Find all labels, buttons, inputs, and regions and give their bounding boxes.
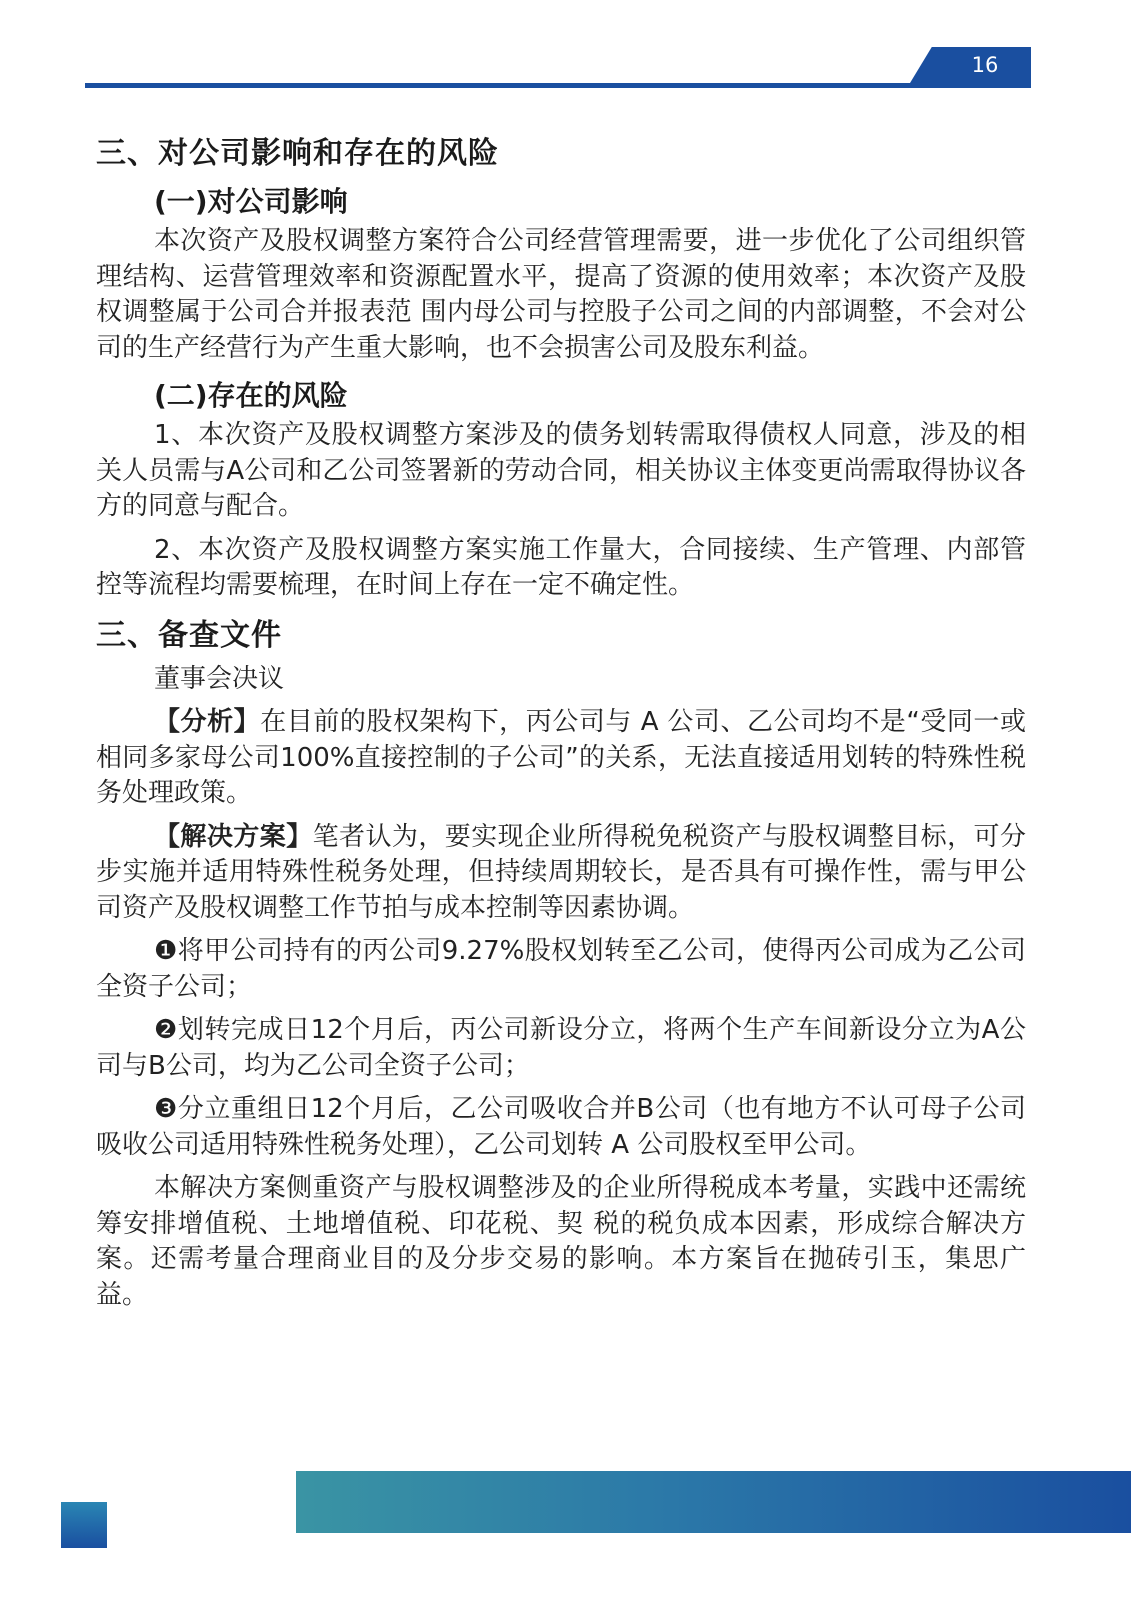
- paragraph-step-2: ❷划转完成日12个月后，丙公司新设分立，将两个生产车间新设分立为A公司与B公司，均为乙公司全资子公司；: [96, 1015, 1026, 1081]
- header-rule: [85, 83, 1031, 88]
- section-heading-documents: 三、备查文件: [96, 617, 282, 653]
- section-heading-impact-risk: 三、对公司影响和存在的风险: [96, 136, 499, 171]
- paragraph-conclusion: 本解决方案侧重资产与股权调整涉及的企业所得税成本考量，实践中还需统筹安排增值税、土地增值税、印花税、契 税的税负成本因素，形成综合解决方案。还需考量合理商业目的及分步交易的影响。本方案旨在抛砖引玉，集思广益。: [96, 1173, 1026, 1310]
- page-number: 16: [971, 53, 999, 77]
- paragraph-step-1: ❶将甲公司持有的丙公司9.27%股权划转至乙公司，使得丙公司成为乙公司全资子公司；: [96, 936, 1026, 1002]
- footer-square: [61, 1502, 107, 1548]
- solution-label: 【解决方案】: [154, 821, 313, 852]
- subheading-risks: (二)存在的风险: [154, 379, 348, 412]
- footer-gradient-bar: [296, 1471, 1131, 1533]
- paragraph-step-3: ❸分立重组日12个月后，乙公司吸收合并B公司（也有地方不认可母子公司吸收公司适用特殊性税务处理），乙公司划转 A 公司股权至甲公司。: [96, 1094, 1026, 1160]
- paragraph-risk-1: 1、本次资产及股权调整方案涉及的债务划转需取得债权人同意，涉及的相关人员需与A公司和乙公司签署新的劳动合同，相关协议主体变更尚需取得协议各方的同意与配合。: [96, 420, 1026, 521]
- analysis-label: 【分析】: [154, 707, 261, 737]
- paragraph-solution: [96, 820, 1026, 927]
- paragraph-analysis: [96, 705, 1026, 812]
- paragraph-company-impact: 本次资产及股权调整方案符合公司经营管理需要，进一步优化了公司组织管理结构、运营管理效率和资源配置水平，提高了资源的使用效率；本次资产及股权调整属于公司合并报表范 围内母公司与控股子公司之间的内部调整，不会对公司的生产经营行为产生重大影响，也不会损害公司及股东利益。: [96, 226, 1026, 363]
- document-body: [96, 130, 1026, 1321]
- paragraph-risk-2: 2、本次资产及股权调整方案实施工作量大，合同接续、生产管理、内部管控等流程均需要梳理，在时间上存在一定不确定性。: [96, 534, 1026, 600]
- paragraph-board-resolution: 董事会决议: [154, 663, 285, 694]
- analysis-text: 在目前的股权架构下，丙公司与 A 公司、乙公司均不是“受同一或相同多家母公司100%直接控制的子公司”的关系，无法直接适用划转的特殊性税务处理政策。: [96, 707, 1026, 808]
- solution-text: 笔者认为，要实现企业所得税免税资产与股权调整目标，可分步实施并适用特殊性税务处理，但持续周期较长，是否具有可操作性，需与甲公司资产及股权调整工作节拍与成本控制等因素协调。: [96, 821, 1026, 923]
- subheading-company-impact: (一)对公司影响: [154, 185, 348, 218]
